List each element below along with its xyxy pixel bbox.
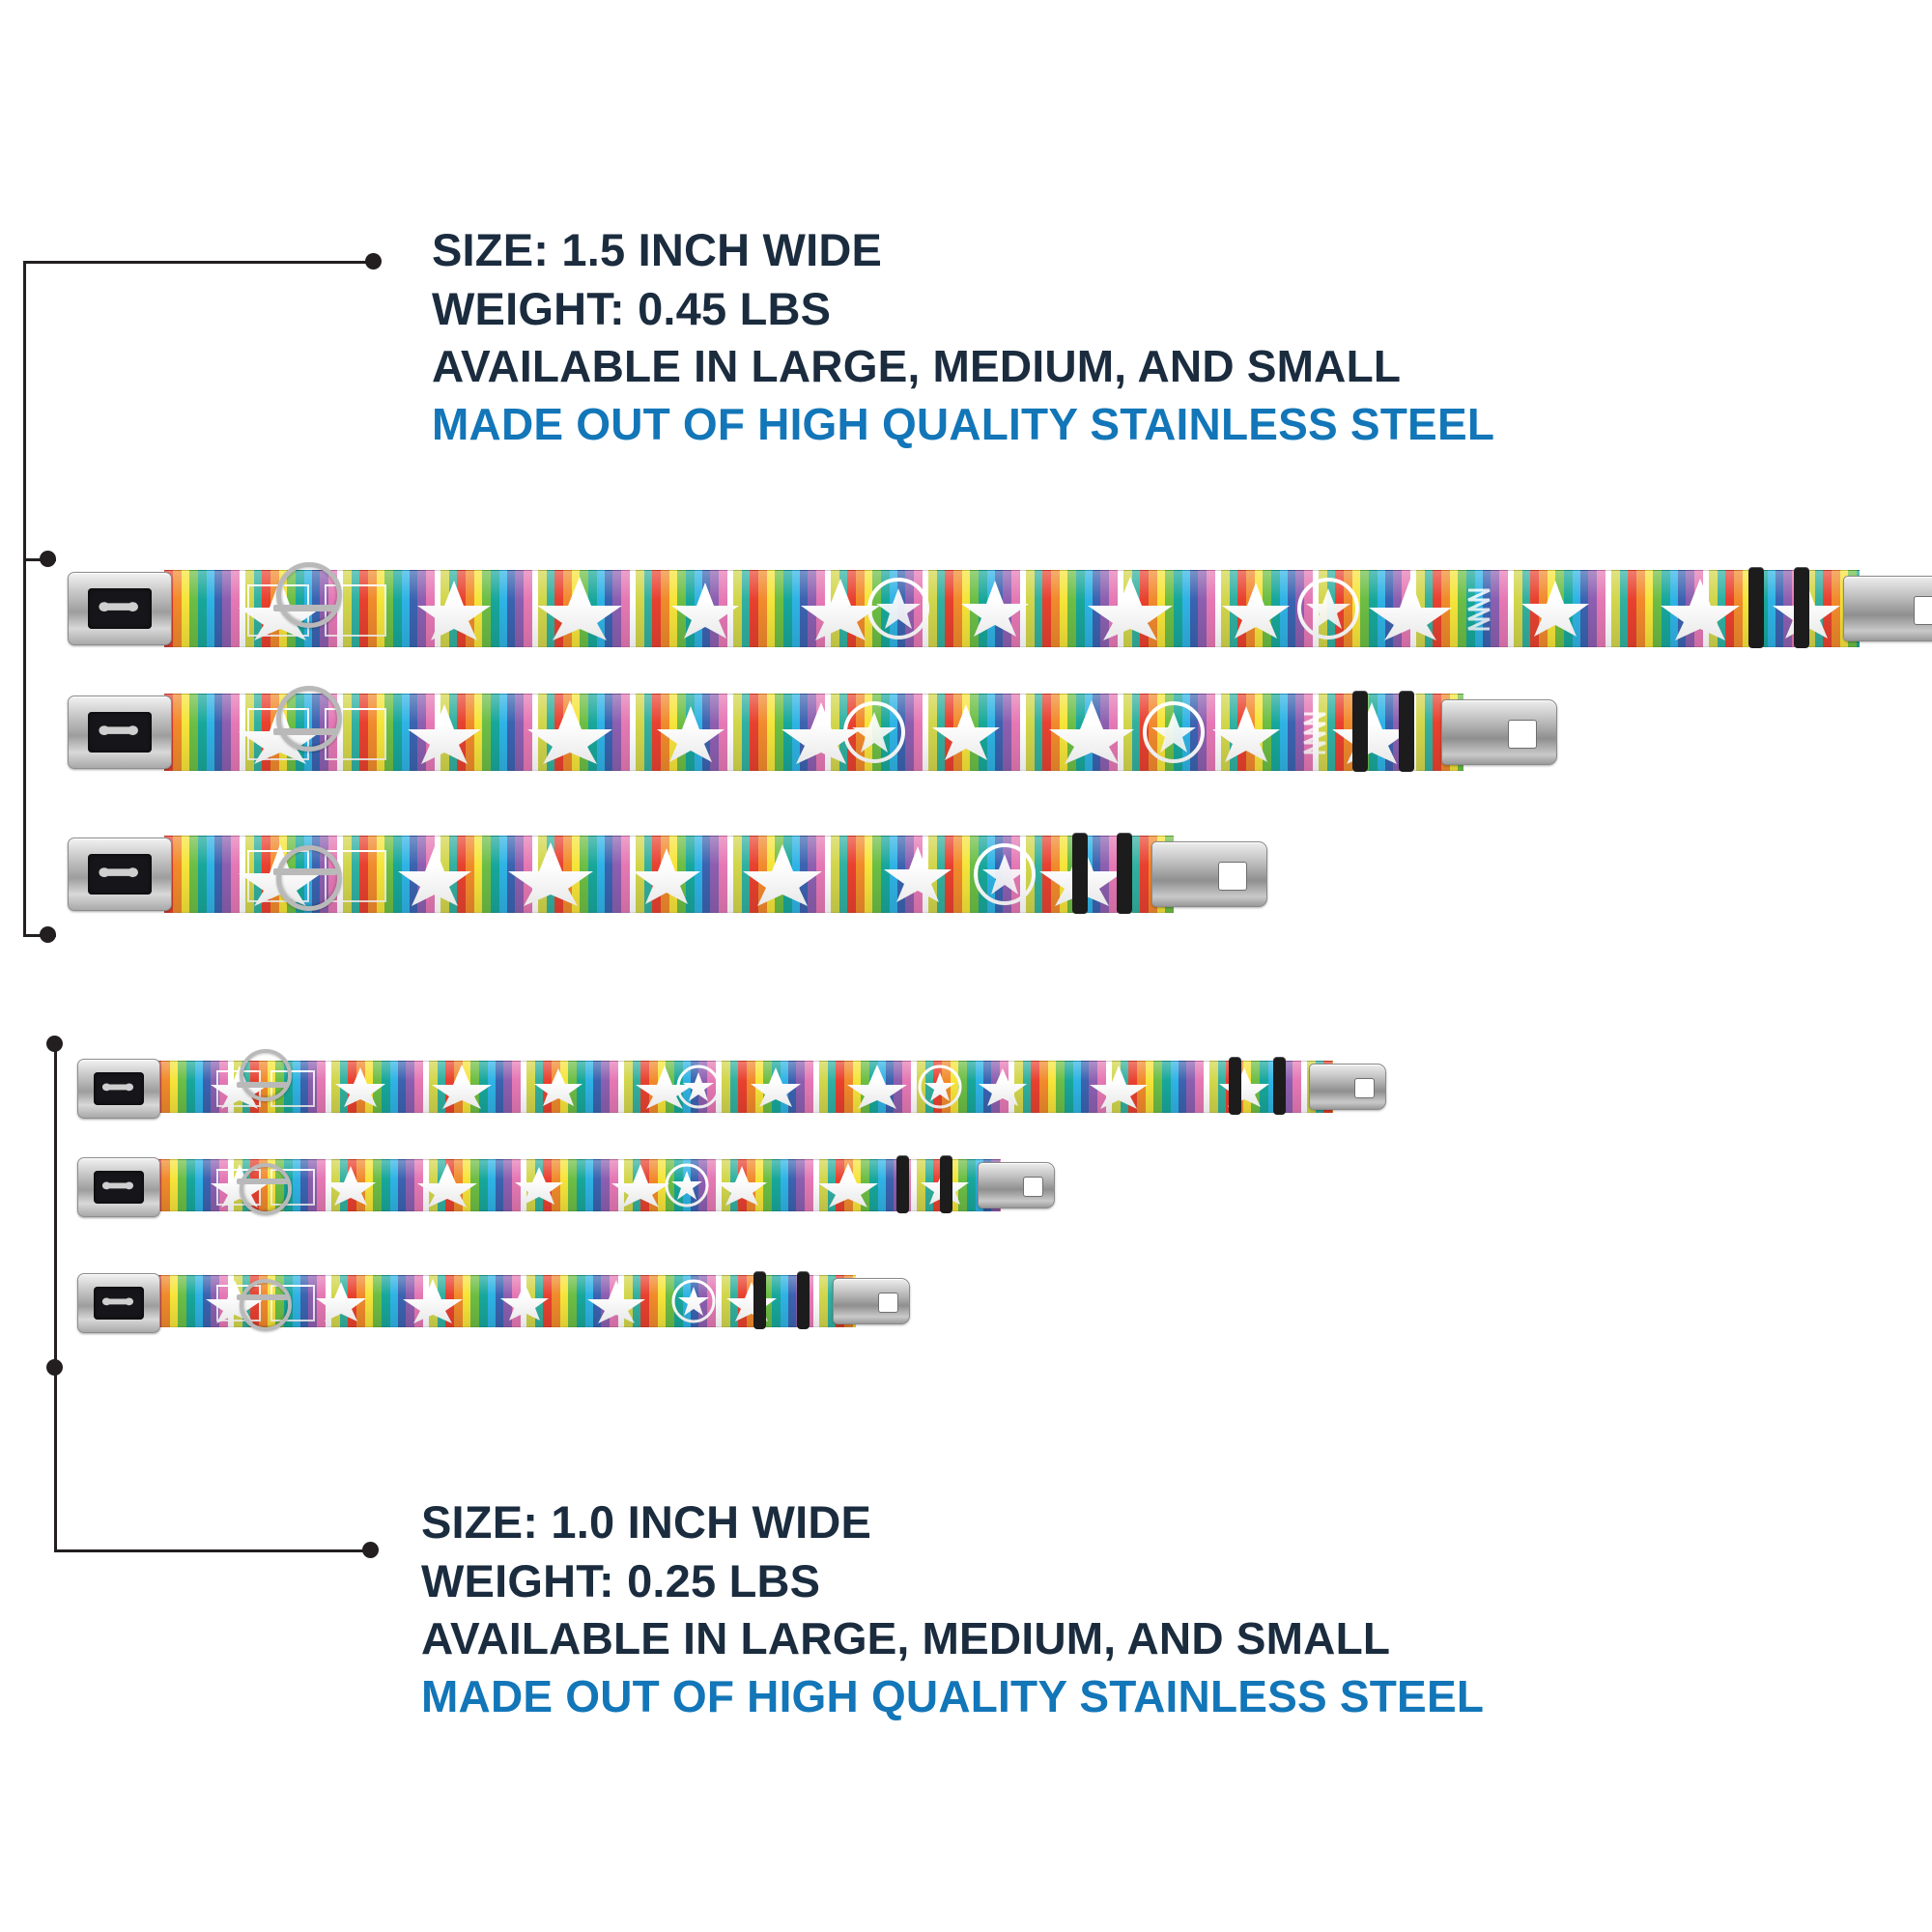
adjustment-slider bbox=[797, 1271, 810, 1329]
collar-strap bbox=[164, 570, 1860, 647]
seatbelt-buckle bbox=[68, 572, 172, 645]
stainless-steel-tongue bbox=[1843, 576, 1932, 641]
adjustment-slider bbox=[753, 1271, 766, 1329]
tongue-hole bbox=[1914, 596, 1932, 625]
d-ring-bar bbox=[273, 728, 337, 735]
spec-weight-label: WEIGHT: 0.45 LBS bbox=[432, 283, 832, 335]
collar-1-5-inch-small bbox=[68, 836, 1208, 911]
seatbelt-buckle bbox=[68, 696, 172, 769]
adjustment-slider bbox=[1794, 567, 1809, 648]
leader-dot-c1 bbox=[40, 551, 56, 567]
star-pattern bbox=[164, 571, 1860, 646]
bone-icon bbox=[100, 1080, 138, 1096]
buckle-face bbox=[94, 1171, 144, 1205]
buckle-face bbox=[88, 854, 152, 895]
d-ring-bar bbox=[273, 605, 337, 611]
d-ring bbox=[240, 1163, 292, 1215]
bone-icon bbox=[100, 1179, 138, 1195]
spec-size-label: SIZE: 1.5 INCH WIDE bbox=[432, 224, 883, 275]
seatbelt-buckle bbox=[68, 838, 172, 911]
adjustment-slider bbox=[896, 1155, 909, 1213]
d-ring bbox=[240, 1279, 292, 1331]
collar-1-0-inch-large bbox=[77, 1061, 1381, 1115]
tongue-hole bbox=[878, 1293, 898, 1313]
spec-material-label: MADE OUT OF HIGH QUALITY STAINLESS STEEL bbox=[421, 1670, 1485, 1721]
spec-material-label: MADE OUT OF HIGH QUALITY STAINLESS STEEL bbox=[432, 398, 1495, 449]
buckle-face bbox=[94, 1072, 144, 1106]
d-ring-bar bbox=[237, 1294, 288, 1300]
d-ring bbox=[276, 845, 342, 911]
spec-block-1-0-inch bbox=[421, 1492, 1484, 1726]
seatbelt-buckle bbox=[77, 1059, 160, 1119]
buckle-face bbox=[94, 1287, 144, 1321]
stainless-steel-tongue bbox=[833, 1278, 910, 1324]
leader-dot-top-spec bbox=[365, 253, 382, 270]
adjustment-slider bbox=[1072, 833, 1088, 914]
spec-availability-label: AVAILABLE IN LARGE, MEDIUM, AND SMALL bbox=[432, 341, 1402, 392]
d-ring bbox=[276, 562, 342, 628]
spec-size-label: SIZE: 1.0 INCH WIDE bbox=[421, 1496, 872, 1548]
bone-icon bbox=[97, 722, 144, 742]
bone-icon bbox=[97, 598, 144, 618]
collar-strap bbox=[164, 694, 1463, 771]
stainless-steel-tongue bbox=[1151, 841, 1267, 907]
spec-block-1-5-inch bbox=[432, 220, 1494, 454]
leader-line-top-vertical bbox=[23, 261, 26, 934]
spec-weight-label: WEIGHT: 0.25 LBS bbox=[421, 1555, 821, 1607]
bone-icon bbox=[100, 1294, 138, 1311]
d-ring bbox=[276, 686, 342, 752]
spec-availability-label: AVAILABLE IN LARGE, MEDIUM, AND SMALL bbox=[421, 1613, 1391, 1664]
leader-dot-bottom-spec bbox=[362, 1542, 379, 1558]
seatbelt-buckle bbox=[77, 1157, 160, 1217]
collar-1-0-inch-small bbox=[77, 1275, 908, 1329]
adjustment-slider bbox=[1273, 1057, 1286, 1115]
seatbelt-buckle bbox=[77, 1273, 160, 1333]
stainless-steel-tongue bbox=[1309, 1064, 1386, 1110]
adjustment-slider bbox=[1229, 1057, 1241, 1115]
d-ring-bar bbox=[273, 868, 337, 875]
tongue-hole bbox=[1218, 862, 1247, 891]
adjustment-slider bbox=[1748, 567, 1764, 648]
leader-line-bottom-vertical bbox=[54, 1043, 57, 1552]
d-ring-bar bbox=[237, 1179, 288, 1184]
collar-1-5-inch-large bbox=[68, 570, 1893, 645]
buckle-face bbox=[88, 712, 152, 753]
bone-icon bbox=[97, 864, 144, 884]
adjustment-slider bbox=[1399, 691, 1414, 772]
adjustment-slider bbox=[1117, 833, 1132, 914]
stainless-steel-tongue bbox=[1441, 699, 1557, 765]
adjustment-slider bbox=[1352, 691, 1368, 772]
collar-1-0-inch-medium bbox=[77, 1159, 1053, 1213]
star-pattern bbox=[153, 1062, 1333, 1112]
buckle-face bbox=[88, 588, 152, 630]
d-ring bbox=[240, 1049, 292, 1101]
adjustment-slider bbox=[940, 1155, 952, 1213]
d-ring-bar bbox=[237, 1082, 288, 1088]
tongue-hole bbox=[1023, 1177, 1043, 1197]
leader-dot-c4 bbox=[46, 1036, 63, 1052]
tongue-hole bbox=[1508, 720, 1537, 749]
leader-line-bottom-horizontal bbox=[54, 1549, 368, 1552]
stainless-steel-tongue bbox=[978, 1162, 1055, 1208]
collar-1-5-inch-medium bbox=[68, 694, 1497, 769]
collar-strap bbox=[153, 1061, 1333, 1113]
leader-dot-c3 bbox=[40, 926, 56, 943]
tongue-hole bbox=[1354, 1078, 1375, 1098]
leader-line-top-horizontal bbox=[23, 261, 371, 264]
leader-dot-c6 bbox=[46, 1359, 63, 1376]
